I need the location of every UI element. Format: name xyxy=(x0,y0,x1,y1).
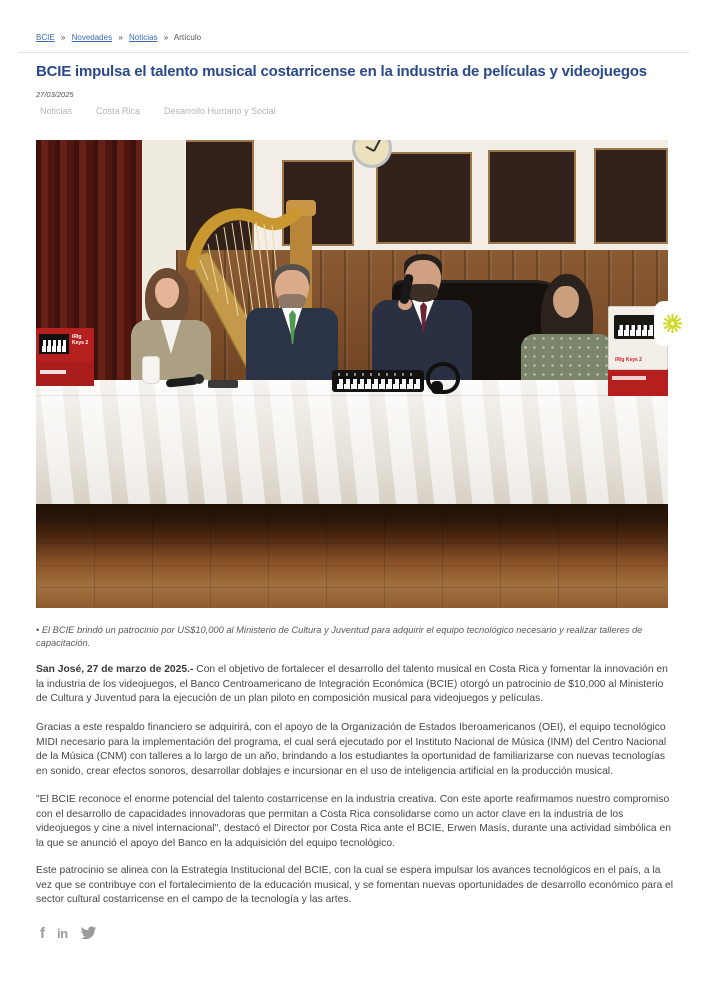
beard xyxy=(408,284,438,302)
microphone-head xyxy=(194,374,204,384)
black-keys xyxy=(41,340,67,346)
box-label-strip xyxy=(40,370,66,374)
paragraph-text: Gracias a este respaldo financiero se adquirirá, con el apoyo de la Organización de Estados Iberoamericanos (OEI), el equipo tecnológico MIDI necesario para la implementación del programa, el cual será ejecutado por el Instituto Nacional de Música (INM) del Centro Nacional de la Música (CNM) con talleres a lo largo de un año, brindando a los estudiantes la oportunidad de familiarizarse con nuevas tecnologías en sonido, crear efectos sonoros, desarrollar doblajes e incursionar en el uso de inteligencia artificial en la producción musical. xyxy=(36,722,667,777)
tag-costa-rica[interactable]: Costa Rica xyxy=(96,106,141,116)
keyboard-knobs xyxy=(338,373,418,376)
breadcrumb-separator: » xyxy=(163,33,169,42)
irig-box-label: iRig Keys 2 xyxy=(72,334,89,346)
box-label-strip xyxy=(612,376,646,380)
tag-desarrollo-humano[interactable]: Desarrollo Humano y Social xyxy=(164,106,276,116)
tag-list xyxy=(40,106,276,116)
irig-keys-box-red xyxy=(36,362,94,386)
header-divider xyxy=(18,52,689,53)
photo-caption: • El BCIE brindó un patrocinio por US$10,000 al Ministerio de Cultura y Juventud para adquirir el equipo tecnológico necesario y realizar talleres de capacitación. xyxy=(36,625,643,648)
twitter-icon[interactable] xyxy=(80,926,97,941)
headphones-icon xyxy=(426,362,460,394)
article-paragraph xyxy=(36,864,676,908)
article-paragraph xyxy=(36,793,676,851)
tag-noticias[interactable]: Noticias xyxy=(40,106,73,116)
breadcrumb-current: Artículo xyxy=(173,33,202,42)
breadcrumb-link-novedades[interactable]: Novedades xyxy=(71,33,113,42)
breadcrumb-separator: » xyxy=(60,33,66,42)
article-paragraph xyxy=(36,721,676,779)
asterisk-icon xyxy=(663,314,682,333)
person-woman-floral-dress xyxy=(521,274,613,392)
table-edge xyxy=(36,395,668,396)
breadcrumb-separator: » xyxy=(118,33,123,42)
voice-recorder-icon xyxy=(208,380,238,388)
social-share-bar xyxy=(40,925,97,942)
article-photo xyxy=(36,140,668,608)
breadcrumb-link-bcie[interactable]: BCIE xyxy=(36,33,55,42)
acoustic-panel xyxy=(488,150,576,244)
person-man-green-tie xyxy=(246,264,338,392)
feedback-button[interactable] xyxy=(654,301,707,346)
page-title: BCIE impulsa el talento musical costarricense en la industria de películas y videojuegos xyxy=(36,63,647,80)
article-paragraph xyxy=(36,663,676,707)
ear-cup xyxy=(431,381,443,394)
article-date: 27/03/2025 xyxy=(36,90,74,99)
clock-hour-hand xyxy=(366,146,375,152)
irig-keys-box-red xyxy=(608,370,668,396)
water-pitcher-icon xyxy=(142,356,160,384)
acoustic-panel xyxy=(594,148,668,244)
facebook-icon[interactable]: f xyxy=(40,925,45,942)
acoustic-panel xyxy=(376,152,472,244)
table-white-cloth xyxy=(36,380,668,504)
breadcrumb-link-noticias[interactable]: Noticias xyxy=(129,33,158,42)
black-keys xyxy=(336,379,420,384)
paragraph-text: Este patrocinio se alinea con la Estrategia Institucional del BCIE, con la cual se espera impulsar los avances tecnológicos en el país, a la vez que se contribuye con el fortalecimiento de la educación musical, y se fomentan nuevas oportunidades de desarrollo económico para el sector cultural costarricense en el campo de la tecnología y las artes. xyxy=(36,865,674,905)
floor-planks xyxy=(36,500,668,608)
breadcrumb xyxy=(36,33,201,42)
midi-keyboard-icon xyxy=(332,370,424,392)
wood-floor xyxy=(36,500,668,608)
irig-keys-box-red xyxy=(36,328,94,362)
paragraph-text: Con el objetivo de fortalecer el desarrollo del talento musical en Costa Rica y fomentar la innovación en la industria de los videojuegos, el Banco Centroamericano de Integración Económica (BCIE) otorgó un patrocinio de $10,000 al Ministerio de Cultura y Juventud para la ejecución de un plan piloto en composición musical para videojuegos y películas. xyxy=(36,664,668,704)
dateline-lead: San José, 27 de marzo de 2025.- xyxy=(36,664,194,675)
paragraph-text: "El BCIE reconoce el enorme potencial del talento costarricense en la industria creativa. Con este aporte reafirmamos nuestro compromiso con el desarrollo de capacidades innovadoras que permitan a Costa Rica consolidarse como un actor clave en la industria de los videojuegos y cine a nivel internacional", destacó el Director por Costa Rica ante el BCIE, Erwen Masís, durante una actividad simbólica en la que se anunció el apoyo del Banco en la adquisición del equipo tecnológico. xyxy=(36,794,671,849)
linkedin-icon[interactable]: in xyxy=(57,926,68,941)
irig-box-label: iRig Keys 2 xyxy=(615,357,642,363)
